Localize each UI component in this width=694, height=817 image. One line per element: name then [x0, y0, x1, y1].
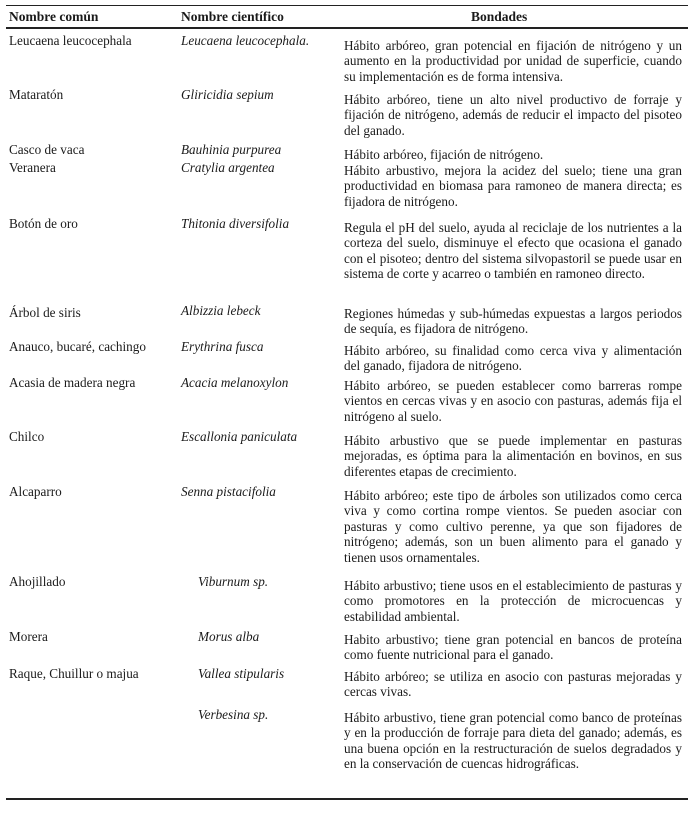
- row-scientific-name: Albizzia lebeck: [181, 303, 261, 318]
- row-scientific-name: Cratylia argentea: [181, 160, 275, 175]
- row-common-name: Botón de oro: [9, 216, 78, 231]
- row-benefits: Hábito arbustivo, tiene gran potencial como banco de proteínas y en la producción de forraje para dieta del ganado; además, es una buena opción en la restructuración de suelos degradados y en la conservación de cuencas hidrográficas.: [344, 710, 682, 772]
- row-common-name: Árbol de siris: [9, 305, 81, 320]
- header-benefits: Bondades: [471, 9, 528, 24]
- row-benefits: Habito arbustivo; tiene gran potencial en bancos de proteína como fuente nutricional para el ganado.: [344, 632, 682, 663]
- row-benefits: Hábito arbóreo, su finalidad como cerca viva y alimentación del ganado, fijadora de nitrógeno.: [344, 343, 682, 374]
- row-benefits: Regula el pH del suelo, ayuda al reciclaje de los nutrientes a la corteza del suelo, disminuye el efecto que ocasiona el ganado con el pisoteo; dentro del sistema silvopastoril se puede usar en sistema de corte y acarreo o también en ramoneo directo.: [344, 220, 682, 282]
- bottom-rule: [6, 798, 688, 800]
- row-benefits: Hábito arbustivo; tiene usos en el establecimiento de pasturas y como promotores en la protección de microcuencas y estabilidad ambiental.: [344, 578, 682, 624]
- row-benefits: Hábito arbóreo, se pueden establecer como barreras rompe vientos en cercas vivas y en asocio con pasturas, además fija el nitrógeno al suelo.: [344, 378, 682, 424]
- row-scientific-name: Senna pistacifolia: [181, 484, 276, 499]
- row-benefits: Hábito arbóreo; este tipo de árboles son utilizados como cerca viva y como cortina rompe vientos. Se pueden asociar con pasturas y como cultivo perenne, ya que son fijadores de nitrógeno; además, son un buen alimento para el ganado y tienen usos ornamentales.: [344, 488, 682, 565]
- header-rule: [6, 27, 688, 29]
- row-common-name: Chilco: [9, 429, 45, 444]
- row-benefits: Hábito arbóreo; se utiliza en asocio con pasturas mejoradas y cercas vivas.: [344, 669, 682, 700]
- row-common-name: Morera: [9, 629, 48, 644]
- row-scientific-name: Morus alba: [198, 629, 260, 644]
- row-benefits: Hábito arbóreo, gran potencial en fijación de nitrógeno y un aumento en la productividad por unidad de superficie, cuando su implementación es de forma intensiva.: [344, 38, 682, 84]
- row-common-name: Alcaparro: [9, 484, 62, 499]
- row-benefits: Regiones húmedas y sub-húmedas expuestas a largos periodos de sequía, es fijadora de nitrógeno.: [344, 306, 682, 337]
- row-common-name: Acasia de madera negra: [9, 375, 136, 390]
- row-scientific-name: Escallonia paniculata: [181, 429, 298, 444]
- row-common-name: Veranera: [9, 160, 56, 175]
- row-scientific-name: Leucaena leucocephala.: [181, 33, 310, 48]
- row-benefits: Hábito arbustivo que se puede implementar en pasturas mejoradas, es óptima para la alimentación en bovinos, en sus diferentes etapas de crecimiento.: [344, 433, 682, 479]
- row-scientific-name: Gliricidia sepium: [181, 87, 274, 102]
- header-common-name: Nombre común: [9, 9, 99, 24]
- row-common-name: Ahojillado: [9, 574, 66, 589]
- top-rule: [6, 5, 688, 6]
- row-scientific-name: Viburnum sp.: [198, 574, 269, 589]
- row-common-name: Mataratón: [9, 87, 64, 102]
- row-benefits: Hábito arbustivo, mejora la acidez del suelo; tiene una gran productividad en biomasa para ramoneo de manera directa; es fijadora de nitrógeno.: [344, 163, 682, 209]
- row-common-name: Casco de vaca: [9, 142, 85, 157]
- row-scientific-name: Thitonia diversifolia: [181, 216, 290, 231]
- row-scientific-name: Erythrina fusca: [181, 339, 264, 354]
- row-scientific-name: Vallea stipularis: [198, 666, 285, 681]
- row-benefits: Hábito arbóreo, fijación de nitrógeno.: [344, 147, 544, 162]
- row-scientific-name: Acacia melanoxylon: [181, 375, 289, 390]
- header-scientific-name: Nombre científico: [181, 9, 284, 24]
- row-common-name: Leucaena leucocephala: [9, 33, 132, 48]
- row-benefits: Hábito arbóreo, tiene un alto nivel productivo de forraje y fijación de nitrógeno, además de reducir el impacto del pisoteo del ganado.: [344, 92, 682, 138]
- row-scientific-name: Bauhinia purpurea: [181, 142, 282, 157]
- row-scientific-name: Verbesina sp.: [198, 707, 269, 722]
- row-common-name: Anauco, bucaré, cachingo: [9, 339, 146, 354]
- row-common-name: Raque, Chuillur o majua: [9, 666, 139, 681]
